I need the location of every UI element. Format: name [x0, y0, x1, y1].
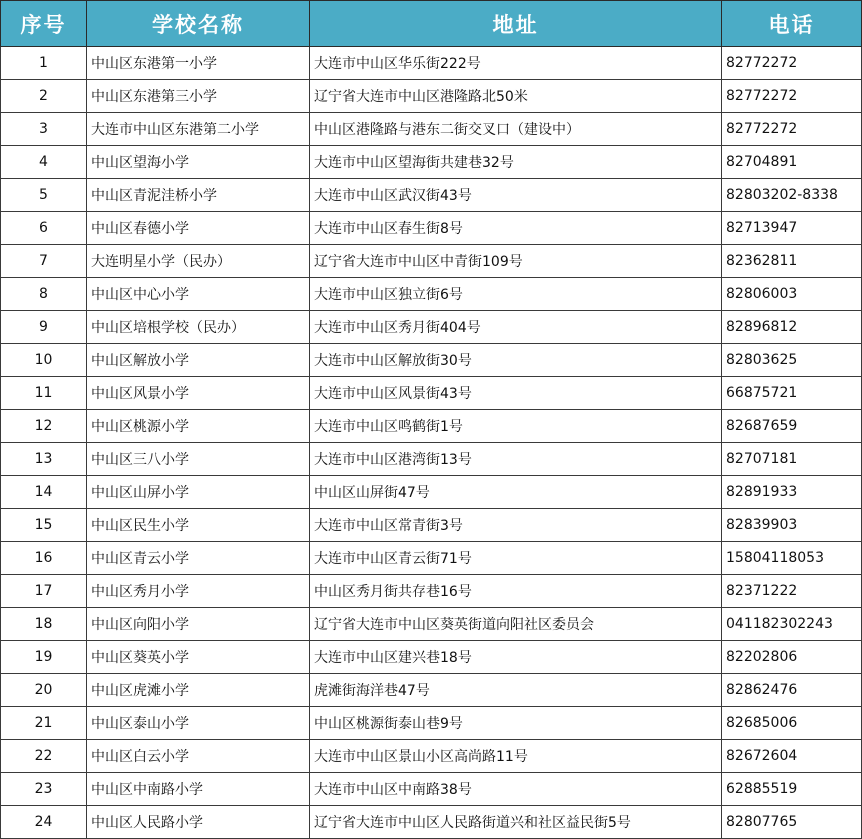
cell-phone: 15804118053	[722, 542, 862, 575]
cell-school-name: 中山区白云小学	[87, 740, 310, 773]
cell-school-name: 中山区向阳小学	[87, 608, 310, 641]
cell-address: 中山区桃源街泰山巷9号	[310, 707, 722, 740]
cell-address: 辽宁省大连市中山区人民路街道兴和社区益民街5号	[310, 806, 722, 839]
cell-address: 中山区港隆路与港东二街交叉口（建设中）	[310, 113, 722, 146]
cell-address: 辽宁省大连市中山区中青街109号	[310, 245, 722, 278]
cell-address: 大连市中山区建兴巷18号	[310, 641, 722, 674]
table-row	[1, 773, 862, 806]
cell-school-name: 中山区春德小学	[87, 212, 310, 245]
cell-no: 22	[1, 740, 87, 773]
table-row	[1, 641, 862, 674]
cell-no: 15	[1, 509, 87, 542]
cell-phone: 62885519	[722, 773, 862, 806]
cell-no: 20	[1, 674, 87, 707]
cell-address: 大连市中山区独立街6号	[310, 278, 722, 311]
cell-school-name: 中山区桃源小学	[87, 410, 310, 443]
cell-phone: 66875721	[722, 377, 862, 410]
cell-no: 13	[1, 443, 87, 476]
cell-no: 7	[1, 245, 87, 278]
table-row	[1, 509, 862, 542]
table-row	[1, 608, 862, 641]
cell-no: 8	[1, 278, 87, 311]
cell-no: 4	[1, 146, 87, 179]
cell-no: 16	[1, 542, 87, 575]
cell-school-name: 中山区中南路小学	[87, 773, 310, 806]
cell-phone: 82713947	[722, 212, 862, 245]
cell-school-name: 中山区民生小学	[87, 509, 310, 542]
cell-no: 10	[1, 344, 87, 377]
cell-school-name: 中山区泰山小学	[87, 707, 310, 740]
cell-no: 17	[1, 575, 87, 608]
cell-phone: 82839903	[722, 509, 862, 542]
cell-phone: 82772272	[722, 113, 862, 146]
cell-no: 18	[1, 608, 87, 641]
cell-phone: 82896812	[722, 311, 862, 344]
cell-school-name: 中山区东港第三小学	[87, 80, 310, 113]
cell-address: 大连市中山区港湾街13号	[310, 443, 722, 476]
cell-school-name: 中山区望海小学	[87, 146, 310, 179]
cell-address: 辽宁省大连市中山区葵英街道向阳社区委员会	[310, 608, 722, 641]
cell-address: 中山区山屏街47号	[310, 476, 722, 509]
cell-address: 大连市中山区青云街71号	[310, 542, 722, 575]
cell-school-name: 中山区风景小学	[87, 377, 310, 410]
table-row	[1, 47, 862, 80]
cell-address: 辽宁省大连市中山区港隆路北50米	[310, 80, 722, 113]
cell-phone: 82685006	[722, 707, 862, 740]
table-row	[1, 278, 862, 311]
cell-school-name: 中山区虎滩小学	[87, 674, 310, 707]
table-row	[1, 344, 862, 377]
cell-address: 大连市中山区风景街43号	[310, 377, 722, 410]
cell-no: 1	[1, 47, 87, 80]
table-row	[1, 245, 862, 278]
cell-phone: 041182302243	[722, 608, 862, 641]
cell-school-name: 大连明星小学（民办）	[87, 245, 310, 278]
cell-no: 3	[1, 113, 87, 146]
cell-school-name: 中山区青云小学	[87, 542, 310, 575]
table-row	[1, 410, 862, 443]
cell-phone: 82806003	[722, 278, 862, 311]
cell-phone: 82891933	[722, 476, 862, 509]
cell-no: 19	[1, 641, 87, 674]
cell-no: 14	[1, 476, 87, 509]
table-row	[1, 377, 862, 410]
cell-phone: 82672604	[722, 740, 862, 773]
cell-phone: 82772272	[722, 47, 862, 80]
cell-no: 9	[1, 311, 87, 344]
header-row	[1, 1, 862, 47]
cell-phone: 82362811	[722, 245, 862, 278]
table-header	[1, 1, 862, 47]
cell-school-name: 中山区山屏小学	[87, 476, 310, 509]
table-row	[1, 80, 862, 113]
table-row	[1, 542, 862, 575]
cell-school-name: 中山区人民路小学	[87, 806, 310, 839]
cell-address: 大连市中山区华乐街222号	[310, 47, 722, 80]
cell-no: 11	[1, 377, 87, 410]
cell-school-name: 中山区东港第一小学	[87, 47, 310, 80]
cell-address: 大连市中山区常青街3号	[310, 509, 722, 542]
cell-school-name: 中山区解放小学	[87, 344, 310, 377]
cell-no: 2	[1, 80, 87, 113]
cell-school-name: 中山区中心小学	[87, 278, 310, 311]
cell-address: 大连市中山区春生街8号	[310, 212, 722, 245]
cell-address: 大连市中山区秀月街404号	[310, 311, 722, 344]
cell-address: 大连市中山区武汉街43号	[310, 179, 722, 212]
table-row	[1, 179, 862, 212]
cell-phone: 82862476	[722, 674, 862, 707]
cell-phone: 82371222	[722, 575, 862, 608]
cell-phone: 82707181	[722, 443, 862, 476]
header-school-name: 学校名称	[87, 1, 310, 47]
cell-phone: 82772272	[722, 80, 862, 113]
table-row	[1, 212, 862, 245]
cell-phone: 82803202-8338	[722, 179, 862, 212]
table-row	[1, 674, 862, 707]
table-row	[1, 311, 862, 344]
table-row	[1, 146, 862, 179]
cell-address: 大连市中山区望海街共建巷32号	[310, 146, 722, 179]
cell-address: 大连市中山区中南路38号	[310, 773, 722, 806]
cell-phone: 82807765	[722, 806, 862, 839]
cell-no: 24	[1, 806, 87, 839]
cell-address: 中山区秀月街共存巷16号	[310, 575, 722, 608]
cell-no: 5	[1, 179, 87, 212]
table-row	[1, 806, 862, 839]
table-row	[1, 113, 862, 146]
cell-address: 大连市中山区鸣鹤街1号	[310, 410, 722, 443]
header-no: 序号	[1, 1, 87, 47]
cell-school-name: 中山区葵英小学	[87, 641, 310, 674]
cell-school-name: 大连市中山区东港第二小学	[87, 113, 310, 146]
cell-no: 6	[1, 212, 87, 245]
header-phone: 电话	[722, 1, 862, 47]
table-row	[1, 740, 862, 773]
cell-school-name: 中山区秀月小学	[87, 575, 310, 608]
cell-no: 23	[1, 773, 87, 806]
cell-address: 虎滩街海洋巷47号	[310, 674, 722, 707]
cell-phone: 82202806	[722, 641, 862, 674]
cell-phone: 82803625	[722, 344, 862, 377]
cell-school-name: 中山区培根学校（民办）	[87, 311, 310, 344]
table-row	[1, 443, 862, 476]
cell-address: 大连市中山区解放街30号	[310, 344, 722, 377]
header-address: 地址	[310, 1, 722, 47]
table-body	[1, 47, 862, 839]
table-row	[1, 575, 862, 608]
table-row	[1, 707, 862, 740]
cell-phone: 82687659	[722, 410, 862, 443]
table-row	[1, 476, 862, 509]
cell-no: 21	[1, 707, 87, 740]
cell-school-name: 中山区三八小学	[87, 443, 310, 476]
cell-address: 大连市中山区景山小区高尚路11号	[310, 740, 722, 773]
cell-phone: 82704891	[722, 146, 862, 179]
cell-no: 12	[1, 410, 87, 443]
cell-school-name: 中山区青泥洼桥小学	[87, 179, 310, 212]
